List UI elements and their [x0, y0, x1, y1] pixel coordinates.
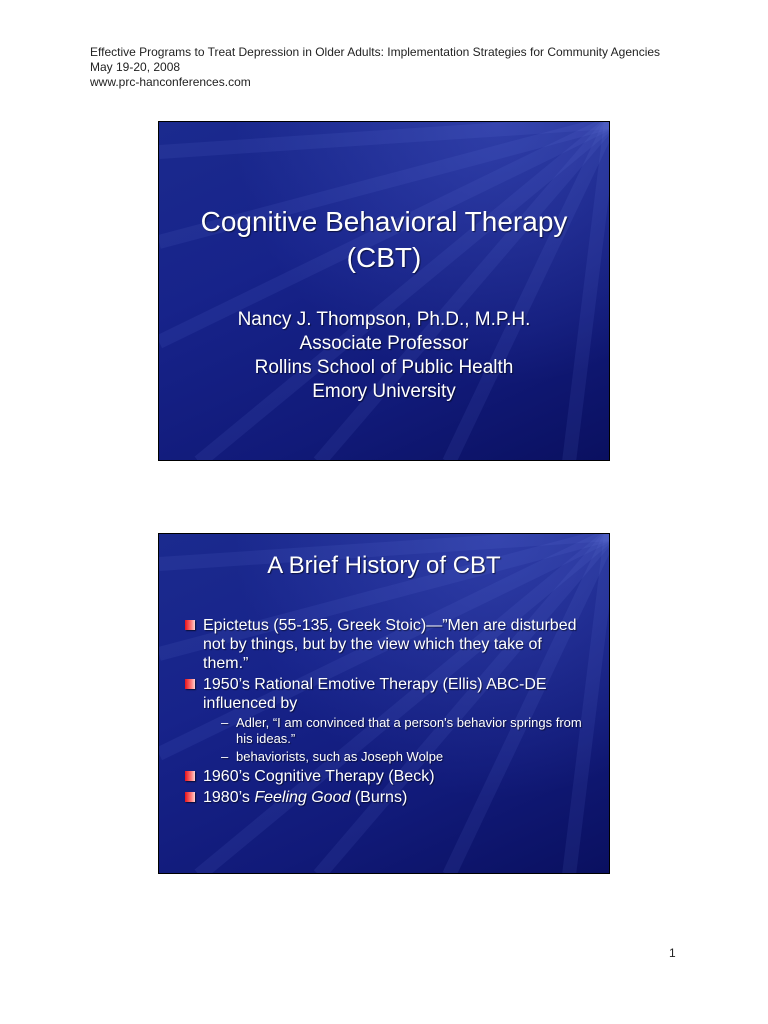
history-bullet-text: Epictetus (55-135, Greek Stoic)—”Men are disturbed not by things, but by the view which they take of them.” — [203, 617, 577, 672]
slide-title — [158, 121, 610, 461]
book-title: Feeling Good — [254, 789, 351, 806]
history-bullet — [185, 616, 590, 673]
slide-history — [158, 533, 610, 874]
history-sub-item-text: behaviorists, such as Joseph Wolpe — [236, 749, 444, 764]
slide-history-heading: A Brief History of CBT — [267, 552, 501, 579]
history-bullet — [185, 675, 590, 765]
history-bullet-suffix: (Burns) — [350, 789, 408, 806]
slide-author-block — [159, 308, 609, 404]
slide-background-rays — [159, 122, 610, 461]
slide-title-line-2: (CBT) — [346, 242, 422, 273]
author-school: Rollins School of Public Health — [254, 357, 514, 378]
red-square-bullet-icon — [185, 771, 195, 781]
author-name: Nancy J. Thompson, Ph.D., M.P.H. — [237, 309, 531, 330]
history-bullet-text: 1950’s Rational Emotive Therapy (Ellis) ABC-DE influenced by — [203, 676, 547, 712]
history-sub-item — [221, 715, 590, 747]
history-bullet-prefix: 1980’s — [203, 789, 255, 806]
document-header — [90, 45, 730, 90]
dash-marker: – — [221, 749, 229, 764]
red-square-bullet-icon — [185, 620, 195, 630]
history-bullet — [185, 788, 590, 807]
history-sub-item — [221, 749, 590, 765]
slide-title-heading — [159, 204, 609, 276]
author-university: Emory University — [312, 381, 456, 402]
page-number: 1 — [669, 946, 676, 960]
red-square-bullet-icon — [185, 679, 195, 689]
dash-marker: – — [221, 715, 229, 730]
history-bullet-text: 1960’s Cognitive Therapy (Beck) — [203, 768, 435, 785]
history-sub-list — [203, 715, 590, 765]
header-conference-title: Effective Programs to Treat Depression in Older Adults: Implementation Strategies for Community Agencies — [90, 45, 661, 59]
header-website: www.prc-hanconferences.com — [90, 75, 251, 89]
history-bullet-list — [185, 616, 590, 809]
author-role: Associate Professor — [299, 333, 469, 354]
header-date: May 19-20, 2008 — [90, 60, 181, 74]
history-bullet — [185, 767, 590, 786]
slide-title-line-1: Cognitive Behavioral Therapy — [200, 206, 568, 237]
red-square-bullet-icon — [185, 792, 195, 802]
history-sub-item-text: Adler, “I am convinced that a person's behavior springs from his ideas.” — [236, 715, 582, 746]
